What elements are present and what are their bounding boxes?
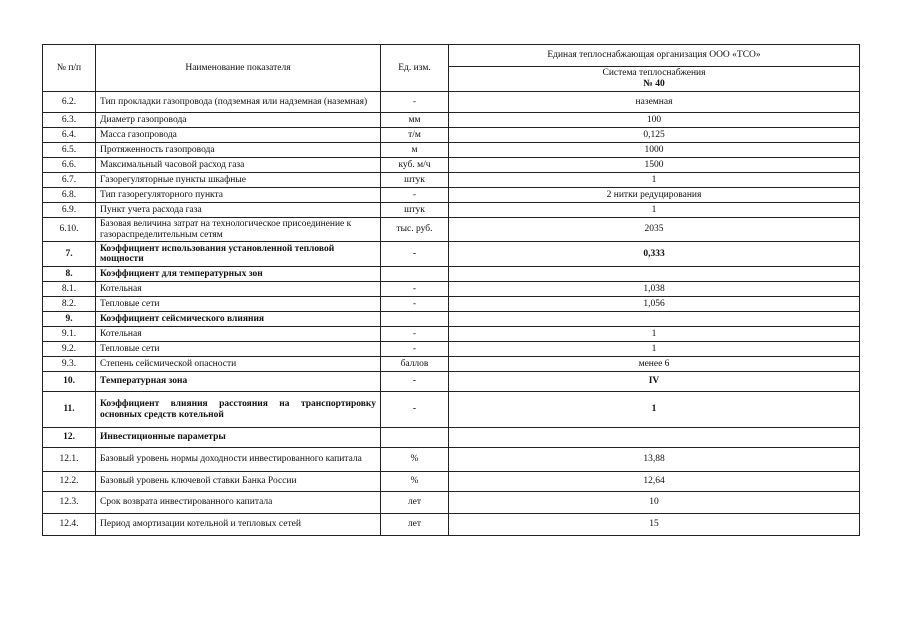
- row-number: 6.3.: [43, 113, 96, 128]
- table-row: [43, 428, 860, 448]
- row-number: 9.2.: [43, 342, 96, 357]
- row-unit: -: [381, 392, 449, 428]
- row-value: менее 6: [449, 357, 860, 372]
- row-unit: -: [381, 372, 449, 392]
- row-indicator-name: Тип газорегуляторного пункта: [96, 188, 381, 203]
- table-row: [43, 143, 860, 158]
- row-value: 13,88: [449, 448, 860, 472]
- row-indicator-name: Коэффициент влияния расстояния на транспортировку основных средств котельной: [96, 392, 381, 428]
- row-value: [449, 428, 860, 448]
- row-unit: м: [381, 143, 449, 158]
- row-number: 12.: [43, 428, 96, 448]
- table-row: [43, 492, 860, 514]
- row-unit: куб. м/ч: [381, 158, 449, 173]
- row-value: 15: [449, 514, 860, 536]
- row-value: 1500: [449, 158, 860, 173]
- row-number: 11.: [43, 392, 96, 428]
- row-unit: штук: [381, 203, 449, 218]
- header-unit: Ед. изм.: [381, 45, 449, 92]
- row-indicator-name: Тепловые сети: [96, 297, 381, 312]
- row-number: 6.7.: [43, 173, 96, 188]
- system-label: Система теплоснабжения: [602, 68, 706, 79]
- row-number: 12.3.: [43, 492, 96, 514]
- row-value: 1: [449, 392, 860, 428]
- row-number: 12.4.: [43, 514, 96, 536]
- row-number: 6.5.: [43, 143, 96, 158]
- table-row: [43, 357, 860, 372]
- table-row: [43, 242, 860, 267]
- row-unit: -: [381, 242, 449, 267]
- table-row: [43, 297, 860, 312]
- row-number: 12.1.: [43, 448, 96, 472]
- row-value: 2035: [449, 218, 860, 242]
- row-value: 1000: [449, 143, 860, 158]
- row-value: [449, 267, 860, 282]
- row-value: 1,056: [449, 297, 860, 312]
- row-indicator-name: Базовая величина затрат на технологическое присоединение к газораспределительным сетям: [96, 218, 381, 242]
- row-unit: -: [381, 327, 449, 342]
- row-number: 8.1.: [43, 282, 96, 297]
- table-row: [43, 392, 860, 428]
- row-indicator-name: Пункт учета расхода газа: [96, 203, 381, 218]
- row-number: 12.2.: [43, 472, 96, 492]
- table-row: [43, 282, 860, 297]
- row-indicator-name: Тепловые сети: [96, 342, 381, 357]
- row-indicator-name: Диаметр газопровода: [96, 113, 381, 128]
- row-value: 0,125: [449, 128, 860, 143]
- row-number: 7.: [43, 242, 96, 267]
- row-indicator-name: Протяженность газопровода: [96, 143, 381, 158]
- table-row: [43, 312, 860, 327]
- row-indicator-name: Котельная: [96, 282, 381, 297]
- row-unit: т/м: [381, 128, 449, 143]
- row-unit: %: [381, 472, 449, 492]
- row-indicator-name: Коэффициент сейсмического влияния: [96, 312, 381, 327]
- row-unit: [381, 428, 449, 448]
- row-number: 6.4.: [43, 128, 96, 143]
- table-row: [43, 472, 860, 492]
- row-number: 9.3.: [43, 357, 96, 372]
- row-number: 6.8.: [43, 188, 96, 203]
- row-value: IV: [449, 372, 860, 392]
- row-indicator-name: Коэффициент для температурных зон: [96, 267, 381, 282]
- row-unit: мм: [381, 113, 449, 128]
- row-unit: штук: [381, 173, 449, 188]
- table-row: [43, 92, 860, 113]
- row-value: наземная: [449, 92, 860, 113]
- row-unit: лет: [381, 492, 449, 514]
- table-row: [43, 448, 860, 472]
- row-value: 0,333: [449, 242, 860, 267]
- row-indicator-name: Максимальный часовой расход газа: [96, 158, 381, 173]
- row-unit: -: [381, 92, 449, 113]
- parameters-table: [42, 44, 860, 536]
- row-value: 10: [449, 492, 860, 514]
- header-number: № п/п: [43, 45, 96, 92]
- table-header: [43, 45, 860, 92]
- row-value: 1: [449, 173, 860, 188]
- table-row: [43, 158, 860, 173]
- table-row: [43, 218, 860, 242]
- table-row: [43, 188, 860, 203]
- row-number: 8.: [43, 267, 96, 282]
- row-number: 6.9.: [43, 203, 96, 218]
- row-unit: [381, 312, 449, 327]
- row-unit: тыс. руб.: [381, 218, 449, 242]
- header-organization: Единая теплоснабжающая организация ООО «ТСО»: [449, 45, 860, 67]
- row-unit: %: [381, 448, 449, 472]
- row-number: 8.2.: [43, 297, 96, 312]
- table-row: [43, 173, 860, 188]
- row-indicator-name: Коэффициент использования установленной тепловой мощности: [96, 242, 381, 267]
- row-number: 6.6.: [43, 158, 96, 173]
- row-unit: -: [381, 297, 449, 312]
- row-number: 10.: [43, 372, 96, 392]
- row-indicator-name: Котельная: [96, 327, 381, 342]
- row-value: 12,64: [449, 472, 860, 492]
- system-number: № 40: [643, 79, 665, 89]
- row-indicator-name: Температурная зона: [96, 372, 381, 392]
- row-value: 1: [449, 203, 860, 218]
- row-indicator-name: Газорегуляторные пункты шкафные: [96, 173, 381, 188]
- row-unit: баллов: [381, 357, 449, 372]
- row-unit: [381, 267, 449, 282]
- row-unit: -: [381, 342, 449, 357]
- row-number: 6.10.: [43, 218, 96, 242]
- row-unit: -: [381, 282, 449, 297]
- row-value: 1: [449, 327, 860, 342]
- table-row: [43, 203, 860, 218]
- table-row: [43, 342, 860, 357]
- row-indicator-name: Инвестиционные параметры: [96, 428, 381, 448]
- table-row: [43, 372, 860, 392]
- header-indicator-name: Наименование показателя: [96, 45, 381, 92]
- row-indicator-name: Срок возврата инвестированного капитала: [96, 492, 381, 514]
- table-row: [43, 514, 860, 536]
- row-value: 1: [449, 342, 860, 357]
- row-indicator-name: Степень сейсмической опасности: [96, 357, 381, 372]
- row-value: 100: [449, 113, 860, 128]
- row-number: 9.1.: [43, 327, 96, 342]
- table-row: [43, 267, 860, 282]
- row-unit: лет: [381, 514, 449, 536]
- row-value: 2 нитки редуцирования: [449, 188, 860, 203]
- row-number: 6.2.: [43, 92, 96, 113]
- table-row: [43, 113, 860, 128]
- table-row: [43, 128, 860, 143]
- row-indicator-name: Базовый уровень нормы доходности инвестированного капитала: [96, 448, 381, 472]
- table-body: [43, 92, 860, 536]
- row-unit: -: [381, 188, 449, 203]
- row-indicator-name: Тип прокладки газопровода (подземная или надземная (наземная): [96, 92, 381, 113]
- row-indicator-name: Базовый уровень ключевой ставки Банка России: [96, 472, 381, 492]
- header-system: [449, 67, 860, 92]
- row-indicator-name: Масса газопровода: [96, 128, 381, 143]
- row-indicator-name: Период амортизации котельной и тепловых сетей: [96, 514, 381, 536]
- row-value: [449, 312, 860, 327]
- table-row: [43, 327, 860, 342]
- row-value: 1,038: [449, 282, 860, 297]
- row-number: 9.: [43, 312, 96, 327]
